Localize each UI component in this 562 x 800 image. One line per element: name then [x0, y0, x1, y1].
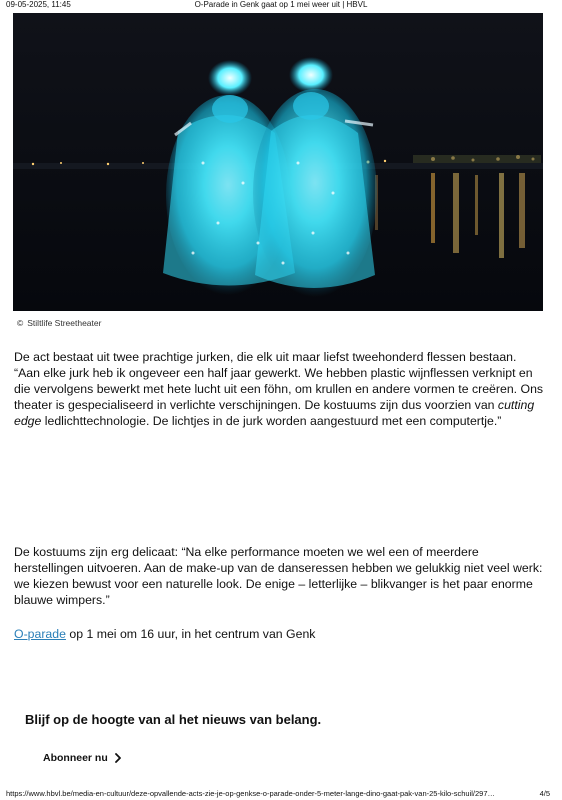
paragraph-text: De act bestaat uit twee prachtige jurken, die elk uit maar liefst tweehonderd flessen bestaan. “Aan elke jurk heb ik ongeveer een half jaar gewerkt. We hebben plastic wijnflessen verknipt en die vervolgens bewerkt met hete lucht uit een föhn, om krullen en andere vormen te creëren. Ons theater is gespecialiseerd in verlichte verschijningen. De kostuums zijn dus voorzien van — [14, 350, 544, 412]
paragraph-text: op 1 mei om 16 uur, in het centrum van Genk — [65, 627, 316, 641]
article-photo — [13, 13, 543, 311]
print-url: https://www.hbvl.be/media-en-cultuur/deze-opvallende-acts-zie-je-op-genkse-o-parade-onder-5-meter-lange-dino-gaat-pak-van-25-kilo-schuil/297… — [6, 789, 495, 798]
copyright-symbol: © — [17, 318, 24, 328]
o-parade-link[interactable]: O-parade — [14, 627, 66, 641]
print-page-title: O-Parade in Genk gaat op 1 mei weer uit | HBVL — [194, 0, 368, 9]
subscribe-button-label: Abonneer nu — [43, 752, 108, 764]
article-paragraph-2: De kostuums zijn erg delicaat: “Na elke performance moeten we wel een of meerdere herstellingen uitvoeren. Aan de make-up van de danseressen hebben we gelukkig niet veel werk: we kiezen bewust voor een naturelle look. De enige – letterlijke – blikvanger is het paar enorme blauwe wimpers.” — [14, 545, 543, 607]
illuminated-dresses-illustration — [13, 13, 543, 311]
photo-credit — [17, 318, 101, 328]
subscribe-button[interactable] — [43, 752, 122, 764]
article-paragraph-1 — [14, 349, 544, 429]
print-footer — [0, 789, 562, 800]
newsletter-title: Blijf op de hoogte van al het nieuws van belang. — [25, 712, 322, 727]
print-header — [0, 0, 562, 12]
paragraph-text: ledlichttechnologie. De lichtjes in de jurk worden aangestuurd met een computertje.” — [41, 414, 502, 428]
article-paragraph-3 — [14, 626, 544, 642]
chevron-right-icon — [114, 753, 122, 763]
page-number: 4/5 — [539, 789, 550, 798]
paragraph-italic: cutting edge — [14, 398, 535, 428]
print-date: 09-05-2025, 11:45 — [6, 0, 71, 9]
photo-credit-text: Stiltlife Streetheater — [27, 318, 102, 328]
